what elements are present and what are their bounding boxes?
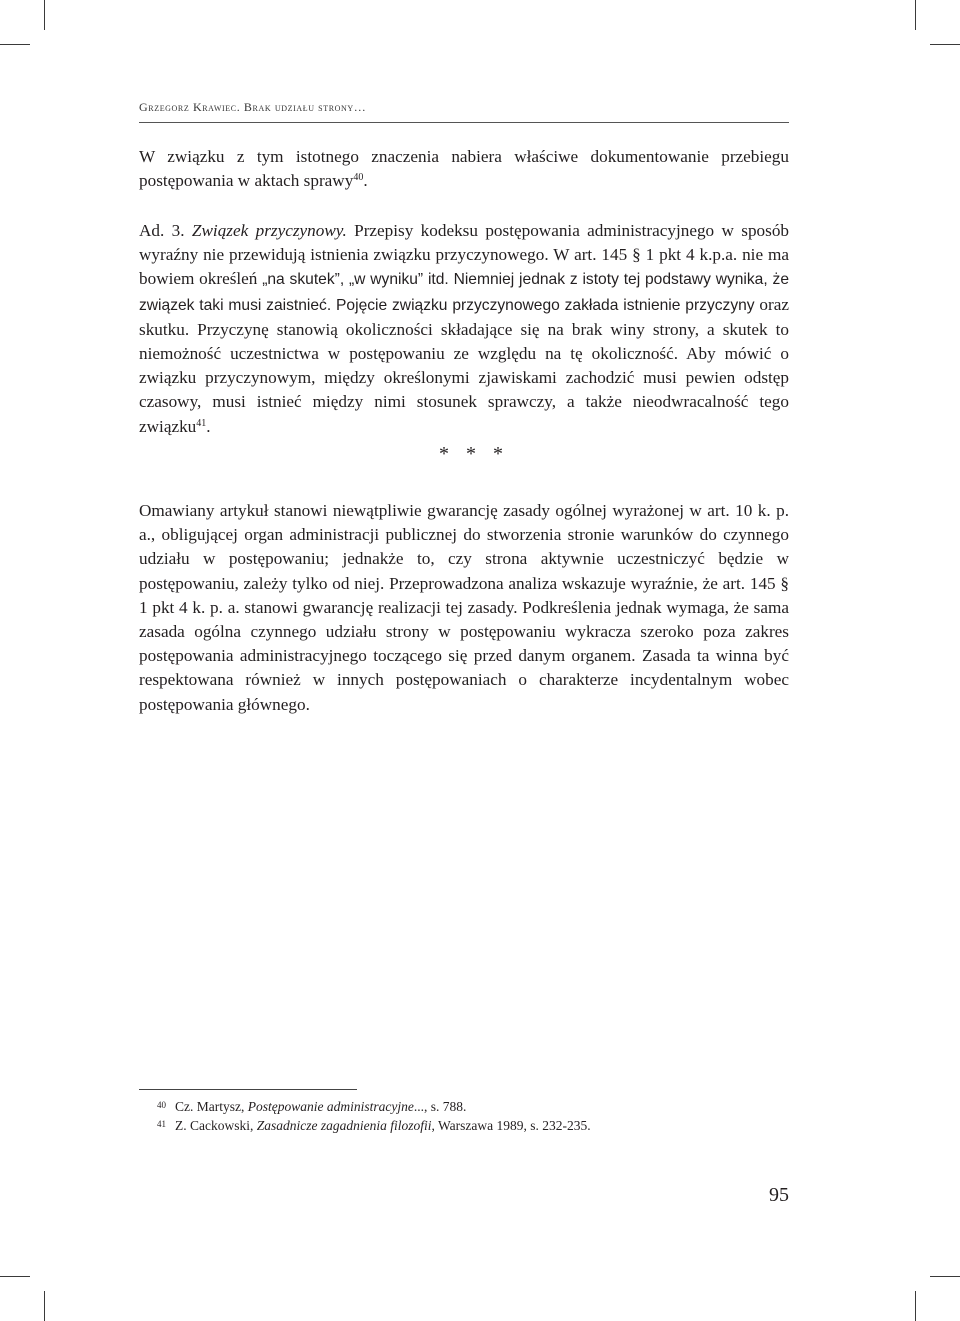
- paragraph-2-seg1: Przepisy kodeksu postępowania administracyjnego w sposób wyraźny nie przewidują istnienia związku przyczynowego. W art. 145 § 1 pkt 4 k.p.a. nie ma bowiem określeń: [139, 221, 790, 289]
- footnote-number: 41: [157, 1118, 166, 1129]
- crop-mark: [44, 0, 45, 30]
- paragraph-2-seg3: oraz skutku. Przyczynę stanowią okoliczności składające się na brak winy strony, a skutek to niemożność uczestnictwa w postępowaniu ze względu na tę okoliczność. Aby mówić o związku przyczynowym, między określonymi zjawiskami zachodzić musi pewien odstęp czasowy, musi istnieć między nimi stosunek sprawczy, a także nieodwracalność tego związku: [139, 294, 789, 436]
- footnote-author: Z. Cackowski,: [175, 1117, 257, 1133]
- footnotes: [159, 1098, 779, 1135]
- footnote-author: Cz. Martysz,: [175, 1099, 248, 1114]
- footnote-ref-detail: ..., s. 788.: [413, 1099, 467, 1114]
- footnote-title: Postępowanie administracyjne: [247, 1099, 414, 1114]
- crop-mark: [0, 44, 30, 45]
- paragraph-2-seg2: „na skutek”, „w wyniku” itd. Niemniej jednak z istoty tej podstawy wynika, że związek taki musi zaistnieć. Pojęcie związku przyczynowego zakłada istnienie przyczyny: [139, 271, 789, 314]
- footnote-number: 40: [157, 1100, 166, 1110]
- paragraph-2-end: .: [206, 416, 211, 436]
- crop-mark: [44, 1291, 45, 1321]
- crop-mark: [915, 1291, 916, 1321]
- crop-mark: [0, 1276, 30, 1277]
- crop-mark: [915, 0, 916, 30]
- footnote-title: Zasadnicze zagadnienia filozofii: [256, 1117, 432, 1133]
- paragraph-1: [139, 145, 789, 193]
- footnote-ref-detail: , Warszawa 1989, s. 232-235.: [431, 1117, 591, 1133]
- footnote-41: [159, 1117, 779, 1136]
- page-number: 95: [769, 1184, 789, 1206]
- paragraph-1-text: W związku z tym istotnego znaczenia nabiera właściwe dokumentowanie przebiegu postępowania w aktach sprawy: [139, 147, 789, 191]
- paragraph-2: [139, 219, 789, 439]
- section-separator: * * *: [439, 443, 509, 465]
- footnote-ref-40[interactable]: 40: [353, 172, 364, 184]
- paragraph-2-lead: Ad. 3.: [139, 221, 192, 240]
- paragraph-1-end: .: [363, 171, 368, 191]
- footnote-ref-41[interactable]: 41: [196, 417, 207, 429]
- footnote-rule: [139, 1089, 357, 1090]
- header-rule: [139, 122, 789, 123]
- section-heading: Związek przyczynowy.: [191, 221, 347, 240]
- crop-mark: [930, 44, 960, 45]
- crop-mark: [930, 1276, 960, 1277]
- paragraph-3-text: Omawiany artykuł stanowi niewątpliwie gwarancję zasady ogólnej wyrażonej w art. 10 k. p. a., obligującej organ administracji publicznej do stworzenia stronie warunków do czynnego udziału w postępowaniu; jednakże to, czy strona aktywnie uczestniczyć będzie w postępowaniu, zależy tylko od niej. Przeprowadzona analiza wskazuje wyraźnie, że art. 145 § 1 pkt 4 k. p. a. stanowi gwarancję realizacji tej zasady. Podkreślenia jednak wymaga, że sama zasada ogólna czynnego udziału strony w postępowaniu wykracza szeroko poza zakres postępowania administracyjnego toczącego się przed danym organem. Zasada ta winna być respektowana również w innych postępowaniach o charakterze incydentalnym wobec postępowania głównego.: [139, 501, 789, 714]
- paragraph-3: [139, 499, 789, 717]
- footnote-40: [159, 1098, 779, 1117]
- running-header: Grzegorz Krawiec. Brak udziału strony…: [139, 100, 367, 114]
